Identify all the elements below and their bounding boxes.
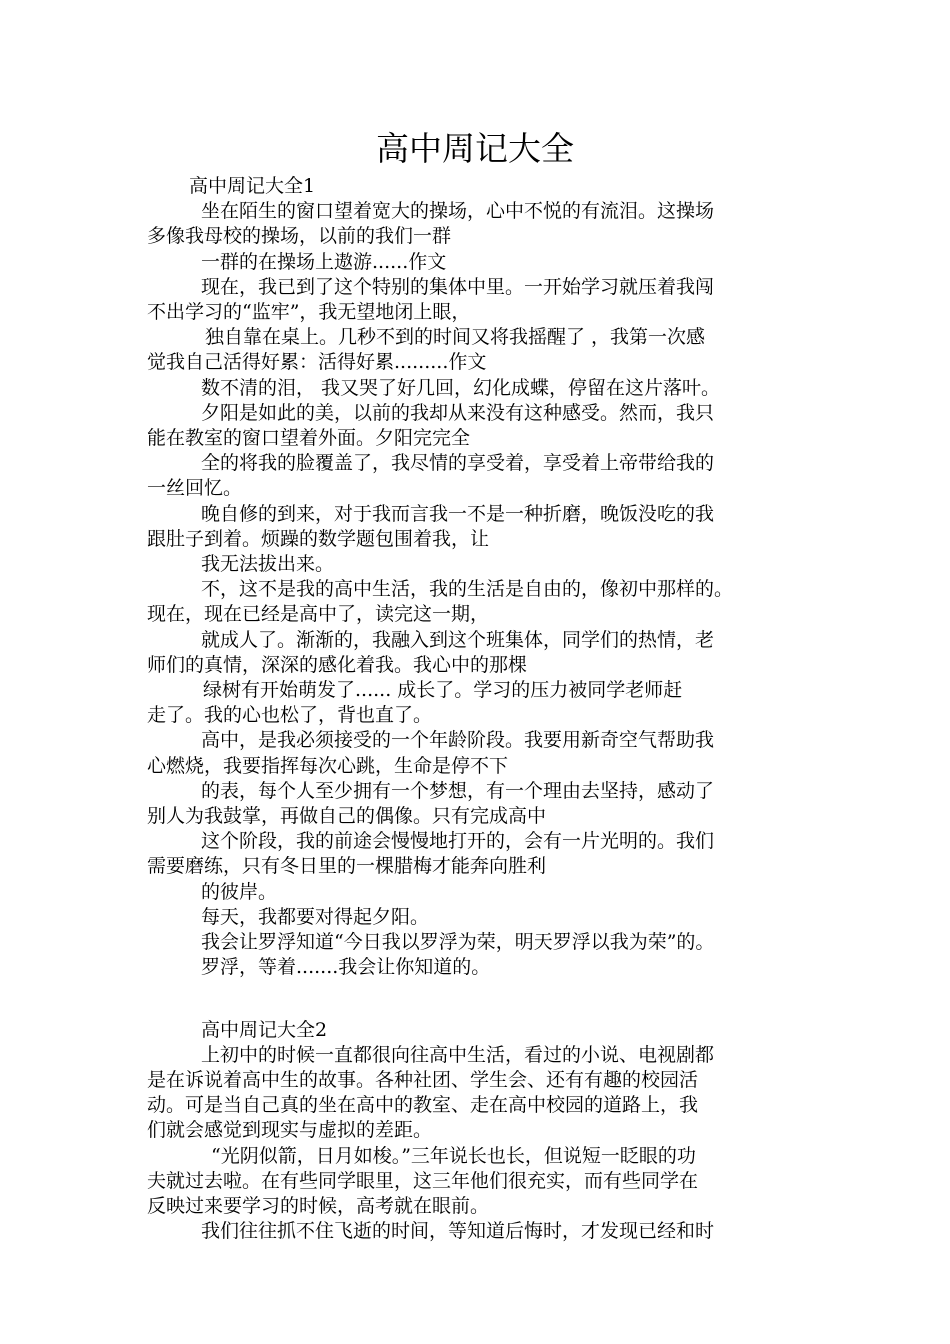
paragraph bbox=[147, 401, 827, 451]
paragraph-line: 夫就过去啦。在有些同学眼里，这三年他们很充实，而有些同学在 bbox=[147, 1169, 699, 1192]
paragraph-line: 现在，现在已经是高中了，读完这一期， bbox=[147, 603, 490, 626]
paragraph-line: 我们往往抓不住飞逝的时间，等知道后悔时，才发现已经和时 bbox=[201, 1220, 715, 1243]
paragraph-line: 独自靠在桌上。几秒不到的时间又将我摇醒了 ，我第一次感 bbox=[205, 326, 706, 349]
paragraph-line: 全的将我的脸覆盖了，我尽情的享受着，享受着上帝带给我的 bbox=[201, 452, 715, 475]
paragraph-line: 这个阶段，我的前途会慢慢地打开的，会有一片光明的。我们 bbox=[201, 830, 715, 853]
paragraph-line: 数不清的泪， 我又哭了好几回，幻化成蝶，停留在这片落叶。 bbox=[201, 376, 721, 399]
paragraph bbox=[147, 275, 827, 325]
paragraph bbox=[147, 829, 827, 879]
paragraph-line: “光阴似箭，日月如梭。”三年说长也长，但说短一眨眼的功 bbox=[211, 1144, 696, 1167]
paragraph bbox=[147, 955, 827, 980]
paragraph-line: 就成人了。渐渐的，我融入到这个班集体，同学们的热情，老 bbox=[201, 628, 715, 651]
paragraph-line: 一群的在操场上遨游......作文 bbox=[201, 250, 447, 273]
paragraph-line: 需要磨练，只有冬日里的一棵腊梅才能奔向胜利 bbox=[147, 855, 547, 878]
paragraph-line: 我无法拔出来。 bbox=[201, 553, 335, 576]
paragraph-line: 动。可是当自己真的坐在高中的教室、走在高中校园的道路上，我 bbox=[147, 1094, 699, 1117]
paragraph-line: 绿树有开始萌发了...... 成长了。学习的压力被同学老师赶 bbox=[203, 679, 683, 702]
paragraph-line: 高中，是我必须接受的一个年龄阶段。我要用新奇空气帮助我 bbox=[201, 729, 715, 752]
paragraph-line: 不，这不是我的高中生活，我的生活是自由的，像初中那样的。 bbox=[201, 578, 734, 601]
paragraph bbox=[147, 628, 827, 678]
paragraph-line: 是在诉说着高中生的故事。各种社团、学生会、还有有趣的校园活 bbox=[147, 1068, 699, 1091]
paragraph bbox=[147, 930, 827, 955]
paragraph bbox=[147, 577, 827, 627]
paragraph-line: 觉我自己活得好累：活得好累.........作文 bbox=[147, 351, 487, 374]
paragraph-line: 们就会感觉到现实与虚拟的差距。 bbox=[147, 1119, 433, 1142]
paragraph-line: 一丝回忆。 bbox=[147, 477, 243, 500]
section-heading: 高中周记大全1 bbox=[189, 175, 316, 197]
paragraph-line: 能在教室的窗口望着外面。夕阳完完全 bbox=[147, 427, 471, 450]
paragraph-line: 反映过来要学习的时候，高考就在眼前。 bbox=[147, 1194, 490, 1217]
paragraph-line: 我会让罗浮知道“今日我以罗浮为荣，明天罗浮以我为荣”的。 bbox=[201, 931, 715, 954]
paragraph-line: 别人为我鼓掌，再做自己的偶像。只有完成高中 bbox=[147, 805, 547, 828]
paragraph bbox=[147, 1219, 827, 1244]
paragraph-line: 走了。我的心也松了，背也直了。 bbox=[147, 704, 433, 727]
paragraph bbox=[147, 678, 827, 728]
paragraph-line: 心燃烧，我要指挥每次心跳，生命是停不下 bbox=[147, 754, 509, 777]
document-title: 高中周记大全 bbox=[376, 129, 574, 168]
paragraph bbox=[147, 250, 827, 275]
paragraph-line: 跟肚子到着。烦躁的数学题包围着我，让 bbox=[147, 527, 490, 550]
paragraph bbox=[147, 552, 827, 577]
paragraph bbox=[147, 502, 827, 552]
document-body bbox=[147, 174, 827, 1244]
paragraph bbox=[147, 779, 827, 829]
paragraph-line: 夕阳是如此的美，以前的我却从来没有这种感受。然而，我只 bbox=[201, 401, 715, 424]
paragraph bbox=[147, 376, 827, 401]
paragraph-line: 不出学习的“监牢”，我无望地闭上眼， bbox=[147, 301, 471, 324]
paragraph-line: 多像我母校的操场，以前的我们一群 bbox=[147, 225, 452, 248]
section-heading: 高中周记大全2 bbox=[201, 1018, 328, 1041]
paragraph-line: 晚自修的到来，对于我而言我一不是一种折磨，晚饭没吃的我 bbox=[201, 502, 715, 525]
paragraph-line: 罗浮，等着.......我会让你知道的。 bbox=[201, 956, 491, 979]
paragraph-line: 上初中的时候一直都很向往高中生活，看过的小说、电视剧都 bbox=[201, 1043, 715, 1066]
section-spacer bbox=[147, 981, 827, 1018]
paragraph bbox=[147, 451, 827, 501]
paragraph-line: 的彼岸。 bbox=[201, 880, 278, 903]
paragraph-line: 现在，我已到了这个特别的集体中里。一开始学习就压着我闯 bbox=[201, 275, 715, 298]
paragraph bbox=[147, 880, 827, 905]
paragraph-line: 师们的真情，深深的感化着我。我心中的那棵 bbox=[147, 653, 528, 676]
paragraph bbox=[147, 1144, 827, 1220]
paragraph bbox=[147, 728, 827, 778]
paragraph bbox=[147, 1043, 827, 1144]
paragraph-line: 坐在陌生的窗口望着宽大的操场，心中不悦的有流泪。这操场 bbox=[201, 200, 715, 223]
paragraph-line: 的表，每个人至少拥有一个梦想，有一个理由去坚持，感动了 bbox=[201, 779, 715, 802]
paragraph bbox=[147, 199, 827, 249]
paragraph-line: 每天，我都要对得起夕阳。 bbox=[201, 905, 430, 928]
paragraph bbox=[147, 325, 827, 375]
paragraph bbox=[147, 905, 827, 930]
